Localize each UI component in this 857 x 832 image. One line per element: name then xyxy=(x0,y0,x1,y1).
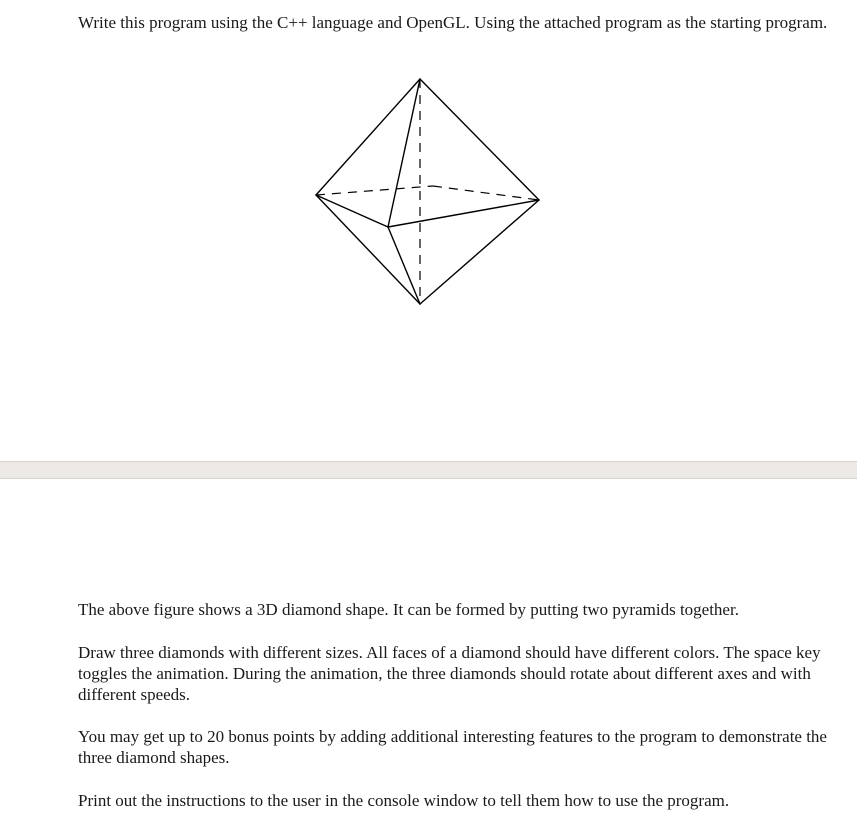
edge-top-front xyxy=(388,79,420,227)
page-divider xyxy=(0,461,857,479)
edge-left-front xyxy=(316,195,388,227)
paragraph-2: Draw three diamonds with different sizes. All faces of a diamond should have different colors. The space key toggles the animation. During the animation, the three diamonds should rotate about different axes and with different speeds. xyxy=(78,643,821,704)
edge-bottom-front xyxy=(388,227,420,304)
hidden-edge-left-back xyxy=(316,186,433,195)
intro-text: Write this program using the C++ language and OpenGL. Using the attached program as the starting program. xyxy=(78,13,828,32)
edge-front-right xyxy=(388,200,539,227)
hidden-edge-back-right xyxy=(433,186,539,200)
edge-top-right xyxy=(420,79,539,200)
paragraph-3: You may get up to 20 bonus points by adding additional interesting features to the program to demonstrate the three diamond shapes. xyxy=(78,727,827,767)
diamond-figure xyxy=(300,70,560,315)
paragraph-4: Print out the instructions to the user in the console window to tell them how to use the program. xyxy=(78,791,730,810)
edge-bottom-right xyxy=(420,200,539,304)
edge-top-left xyxy=(316,79,420,195)
edge-bottom-left xyxy=(316,195,420,304)
paragraph-1: The above figure shows a 3D diamond shape. It can be formed by putting two pyramids together. xyxy=(78,600,739,619)
